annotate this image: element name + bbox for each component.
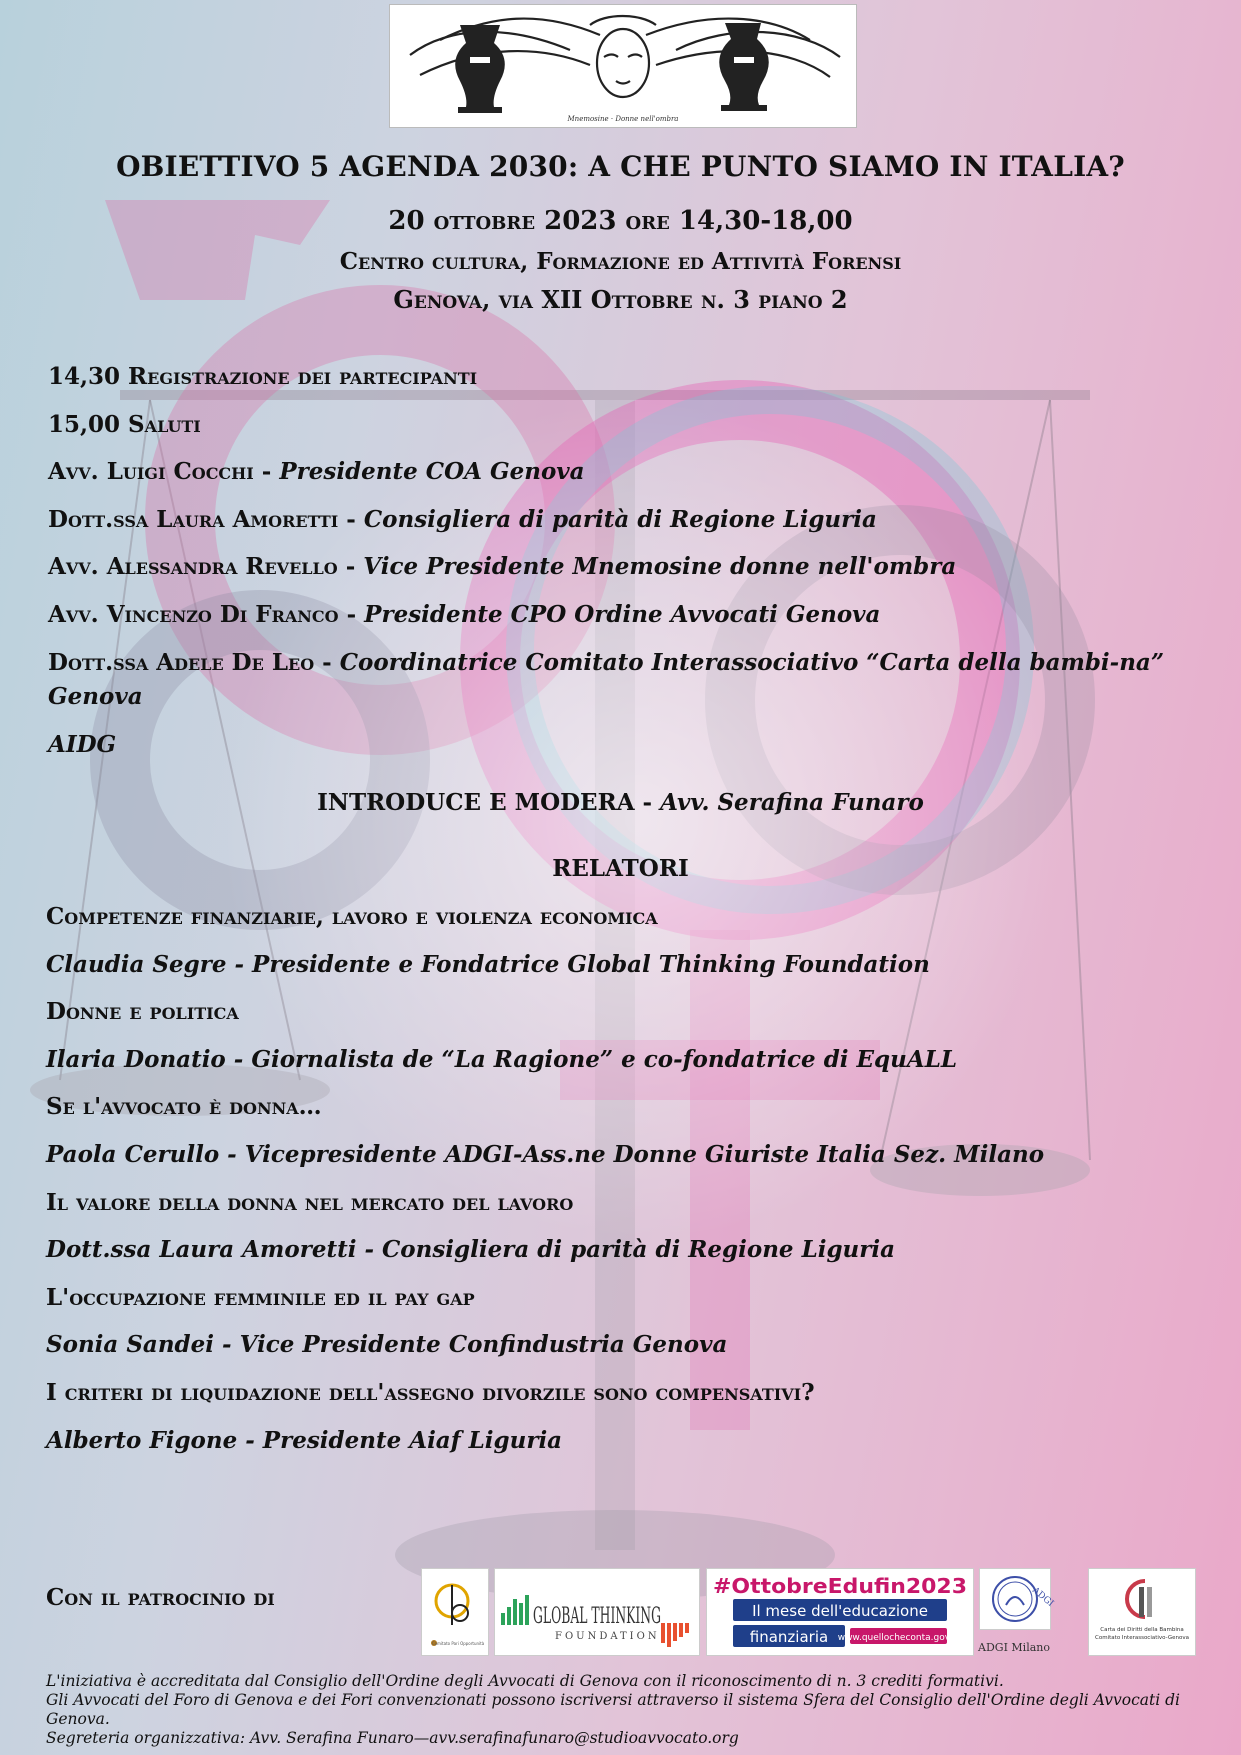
- program-aidg: AIDG: [48, 731, 117, 758]
- footer-notes: [46, 1672, 1226, 1748]
- talk-topic: Donne e politica: [46, 998, 239, 1025]
- talk-topic: Competenze finanziarie, lavoro e violenza economica: [46, 903, 658, 930]
- talk-speaker: Ilaria Donatio - Giornalista de “La Ragione” e co-fondatrice di EquALL: [46, 1046, 958, 1073]
- program-registration: 14,30 Registrazione dei partecipanti: [48, 363, 478, 390]
- mnemosine-logo-caption: Mnemosine · Donne nell'ombra: [567, 115, 679, 123]
- greeter-item: Avv. Vincenzo Di Franco - Presidente CPO Ordine Avvocati Genova: [48, 601, 881, 628]
- cpo-logo: [421, 1568, 489, 1656]
- footer-line: Gli Avvocati del Foro di Genova e dei Fori convenzionati possono iscriversi attraverso il sistema Sfera del Consiglio dell'Ordine degli Avvocati di Genova.: [46, 1691, 1181, 1728]
- adgi-caption: ADGI Milano: [978, 1641, 1050, 1654]
- gtf-main-text: GLOBAL THINKING: [533, 1604, 661, 1629]
- patronage-label: Con il patrocinio di: [46, 1584, 275, 1611]
- greeter-item: Dott.ssa Adele De Leo - Coordinatrice Comitato Interassociativo “Carta della bambi-na” Genova: [48, 649, 1165, 710]
- speakers-title: RELATORI: [552, 855, 689, 882]
- global-thinking-logo: [494, 1568, 700, 1656]
- footer-line: L'iniziativa è accreditata dal Consiglio dell'Ordine degli Avvocati di Genova con il riconoscimento di n. 3 crediti formativi.: [46, 1672, 1004, 1690]
- adgi-badge-text: ADGI: [1030, 1585, 1056, 1610]
- program-greetings: 15,00 Saluti: [48, 411, 201, 438]
- talk-speaker: Alberto Figone - Presidente Aiaf Liguria: [46, 1427, 563, 1454]
- talk-topic: Se l'avvocato è donna…: [46, 1093, 322, 1120]
- talk-topic: Il valore della donna nel mercato del lavoro: [46, 1189, 574, 1216]
- event-venue: Centro cultura, Formazione ed Attività Forensi: [339, 248, 902, 275]
- talk-speaker: Claudia Segre - Presidente e Fondatrice Global Thinking Foundation: [46, 951, 930, 978]
- talk-topic: L'occupazione femminile ed il pay gap: [46, 1284, 475, 1311]
- edufin-hashtag: #OttobreEdufin2023: [713, 1574, 967, 1598]
- talk-speaker: Dott.ssa Laura Amoretti - Consigliera di parità di Regione Liguria: [46, 1236, 896, 1263]
- event-title: OBIETTIVO 5 AGENDA 2030: A CHE PUNTO SIAMO IN ITALIA?: [116, 150, 1125, 183]
- edufin-line2: finanziaria: [749, 1628, 829, 1646]
- edufin-url: www.quellocheconta.gov.it: [837, 1633, 959, 1643]
- ottobre-edufin-logo: [706, 1568, 974, 1656]
- mnemosine-logo: [389, 4, 857, 128]
- footer-line: Segreteria organizzativa: Avv. Serafina Funaro—avv.serafinafunaro@studioavvocato.org: [46, 1729, 739, 1747]
- carta-bambina-logo: [1088, 1568, 1196, 1656]
- carta-caption-line2: Comitato Interassociativo-Genova: [1095, 1635, 1189, 1641]
- event-date: 20 ottobre 2023 ore 14,30-18,00: [388, 206, 853, 236]
- cpo-logo-caption: Comitato Pari Opportunità: [431, 1641, 485, 1646]
- adgi-logo: [979, 1568, 1056, 1630]
- talk-speaker: Sonia Sandei - Vice Presidente Confindustria Genova: [46, 1331, 728, 1358]
- event-address: Genova, via XII Ottobre n. 3 piano 2: [393, 285, 848, 314]
- moderator-line: INTRODUCE E MODERA - Avv. Serafina Funaro: [317, 789, 924, 816]
- greeter-item: Avv. Luigi Cocchi - Presidente COA Genova: [48, 458, 585, 485]
- talk-topic: I criteri di liquidazione dell'assegno divorzile sono compensativi?: [46, 1379, 815, 1406]
- greeter-item: Dott.ssa Laura Amoretti - Consigliera di parità di Regione Liguria: [48, 506, 877, 533]
- talk-speaker: Paola Cerullo - Vicepresidente ADGI-Ass.ne Donne Giuriste Italia Sez. Milano: [46, 1141, 1045, 1168]
- edufin-line1: Il mese dell'educazione: [752, 1602, 928, 1620]
- carta-caption-line1: Carta dei Diritti della Bambina: [1100, 1627, 1184, 1633]
- greeter-item: Avv. Alessandra Revello - Vice Presidente Mnemosine donne nell'ombra: [48, 553, 957, 580]
- gtf-sub-text: FOUNDATION: [555, 1631, 660, 1642]
